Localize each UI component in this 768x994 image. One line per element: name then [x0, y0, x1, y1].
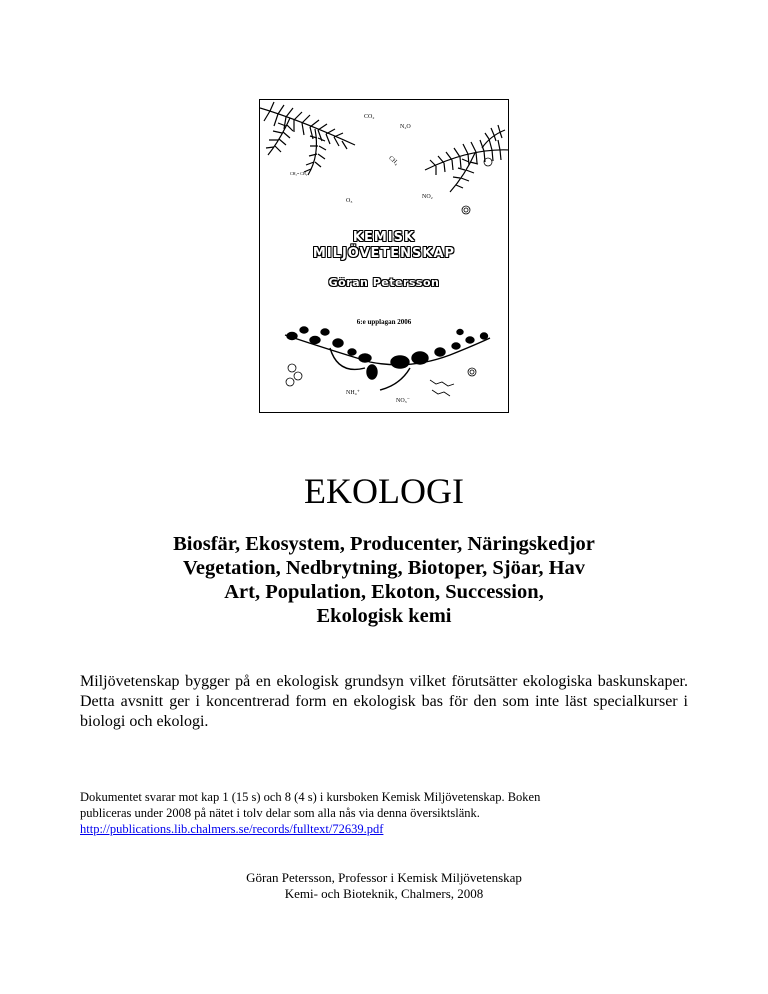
note-line-2: publiceras under 2008 på nätet i tolv delar som alla nås via denna översiktslänk. [80, 806, 480, 820]
chem-no2-label: NO₂ [422, 194, 433, 200]
note-block [80, 789, 690, 837]
chem-no3-label: NO₃⁻ [396, 398, 410, 404]
chem-ethene-label: CH₂= CH₂ [290, 171, 308, 176]
spruce-branch-right-icon [425, 125, 509, 192]
note-line-1: Dokumentet svarar mot kap 1 (15 s) och 8 (4 s) i kursboken Kemisk Miljövetenskap. Boken [80, 790, 541, 804]
leafy-twig-icon [285, 327, 490, 390]
subtitle-line: Ekologisk kemi [316, 605, 452, 627]
subtitle-block [0, 532, 768, 628]
chem-nh4-label: NH₄⁺ [346, 390, 360, 396]
chem-o3-label: O₃ [346, 198, 353, 204]
footer-author-line: Göran Petersson, Professor i Kemisk Miljövetenskap [246, 870, 522, 885]
cover-title-line-1: KEMISK [352, 230, 416, 245]
document-title: EKOLOGI [304, 471, 464, 511]
chem-n2o-label: N₂O [400, 124, 411, 130]
cover-title-line-2: MILJÖVETENSKAP [312, 246, 456, 261]
intro-paragraph: Miljövetenskap bygger på en ekologisk grundsyn vilket förutsätter ekologiska baskunskaper. Detta avsnitt ger i koncentrerad form en ekologisk bas för den som inte läst specialkurser i biologi och ekologi. [80, 673, 688, 730]
subtitle-line: Art, Population, Ekoton, Succession, [224, 581, 544, 603]
chem-ch4-label: CH₄ [387, 155, 400, 167]
overview-link[interactable]: http://publications.lib.chalmers.se/records/fulltext/72639.pdf [80, 822, 384, 836]
subtitle-line: Vegetation, Nedbrytning, Biotoper, Sjöar, Hav [182, 557, 586, 579]
cover-edition: 6:e upplagan 2006 [356, 318, 412, 326]
book-cover-image [259, 99, 509, 413]
footer-affiliation-line: Kemi- och Bioteknik, Chalmers, 2008 [284, 886, 484, 901]
chem-co2-label: CO₂ [364, 114, 375, 120]
spruce-branch-left-icon [260, 102, 355, 175]
footer-block [0, 870, 768, 902]
cover-author: Göran Petersson [328, 276, 440, 289]
subtitle-line: Biosfär, Ekosystem, Producenter, Näringskedjor [173, 533, 595, 555]
